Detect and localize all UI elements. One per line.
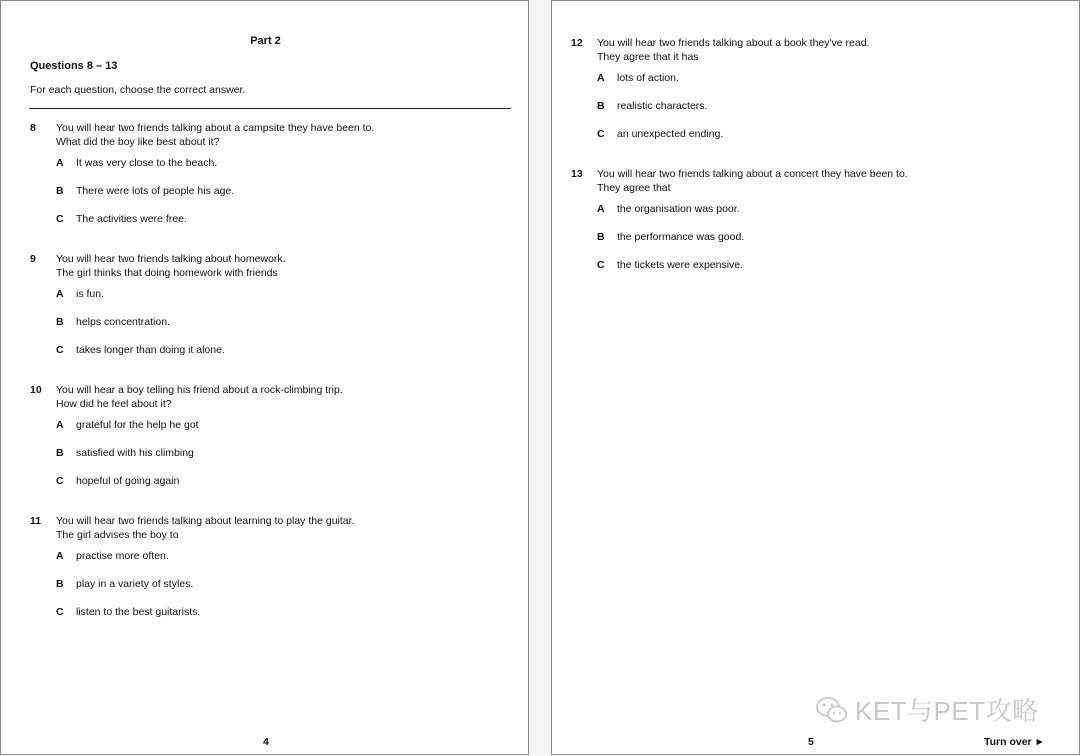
question-number: 9 [30,253,36,265]
option-b[interactable] [56,315,170,329]
question-stem-line: You will hear two friends talking about a campsite they have been to. [56,122,375,134]
instructions: For each question, choose the correct answer. [30,84,246,96]
option-c[interactable] [56,343,225,357]
question-stem [56,121,374,149]
option-a[interactable] [597,202,740,216]
option-text: helps concentration. [76,316,170,328]
question-stem-line: The girl advises the boy to [56,529,179,541]
option-text: grateful for the help he got [76,419,199,431]
question-number: 13 [571,168,583,180]
option-c[interactable] [56,605,200,619]
page-number: 4 [263,736,269,748]
option-letter: B [56,185,64,197]
option-letter: A [597,72,605,84]
option-letter: C [56,213,64,225]
question-stem-line: You will hear two friends talking about a book they've read. [597,37,870,49]
option-text: The activities were free. [76,213,187,225]
option-letter: B [597,100,605,112]
question-stem [56,383,343,411]
question-number: 8 [30,122,36,134]
option-letter: C [597,128,605,140]
question-stem [597,167,908,195]
option-a[interactable] [56,156,217,170]
wechat-icon [815,695,849,725]
watermark-text: KET与PET攻略 [855,696,1039,726]
option-letter: A [56,419,64,431]
question-stem-line: They agree that it has [597,51,699,63]
question-number: 12 [571,37,583,49]
watermark [815,691,1039,728]
option-b[interactable] [597,230,744,244]
option-text: the tickets were expensive. [617,259,744,271]
option-letter: A [56,288,64,300]
option-text: an unexpected ending. [617,128,724,140]
question-stem-line: The girl thinks that doing homework with friends [56,267,278,279]
option-text: hopeful of going again [76,475,180,487]
option-b[interactable] [56,184,234,198]
page-number: 5 [808,736,814,748]
exam-page-right [551,0,1080,755]
option-text: There were lots of people his age. [76,185,235,197]
question-number: 10 [30,384,42,396]
option-letter: B [56,316,64,328]
option-text: satisfied with his climbing [76,447,194,459]
question-stem-line: You will hear two friends talking about a concert they have been to. [597,168,908,180]
question-stem-line: You will hear two friends talking about learning to play the guitar. [56,515,355,527]
divider-line [29,108,511,109]
option-letter: A [56,157,64,169]
option-text: is fun. [76,288,105,300]
option-letter: C [56,344,64,356]
option-text: practise more often. [76,550,169,562]
question-stem-line: They agree that [597,182,671,194]
turn-over-label: Turn over ► [984,736,1045,748]
question-stem-line: What did the boy like best about it? [56,136,220,148]
option-text: the performance was good. [617,231,745,243]
option-text: realistic characters. [617,100,708,112]
option-c[interactable] [56,474,179,488]
option-letter: B [56,578,64,590]
question-stem-line: How did he feel about it? [56,398,172,410]
question-stem [56,252,286,280]
option-letter: A [597,203,605,215]
option-text: listen to the best guitarists. [76,606,201,618]
question-range: Questions 8 – 13 [30,60,118,72]
option-letter: C [56,606,64,618]
option-text: play in a variety of styles. [76,578,194,590]
option-b[interactable] [56,577,193,591]
option-c[interactable] [597,127,723,141]
option-c[interactable] [597,258,743,272]
question-stem-line: You will hear a boy telling his friend about a rock-climbing trip. [56,384,343,396]
option-a[interactable] [597,71,679,85]
part-title: Part 2 [250,35,281,47]
option-text: It was very close to the beach. [76,157,218,169]
option-a[interactable] [56,418,199,432]
option-letter: A [56,550,64,562]
question-stem [597,36,869,64]
question-stem [56,514,354,542]
option-a[interactable] [56,549,169,563]
option-text: the organisation was poor. [617,203,740,215]
question-number: 11 [30,515,42,527]
exam-page-left [0,0,529,755]
option-text: takes longer than doing it alone. [76,344,225,356]
option-a[interactable] [56,287,104,301]
option-c[interactable] [56,212,187,226]
option-letter: B [597,231,605,243]
option-letter: C [597,259,605,271]
option-letter: B [56,447,64,459]
option-letter: C [56,475,64,487]
option-b[interactable] [56,446,194,460]
question-stem-line: You will hear two friends talking about homework. [56,253,286,265]
option-text: lots of action. [617,72,679,84]
option-b[interactable] [597,99,707,113]
